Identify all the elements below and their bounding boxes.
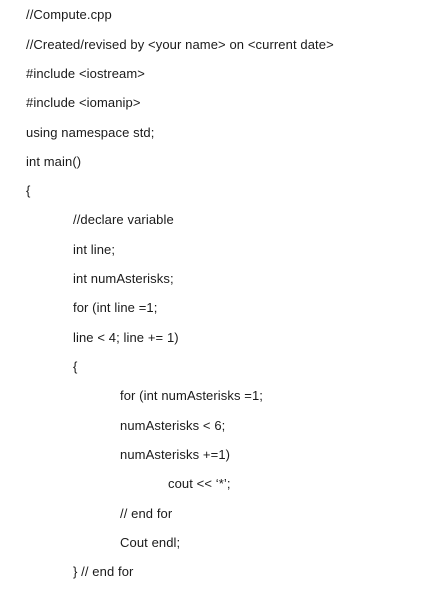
code-line-12: line < 4; line += 1) — [73, 330, 179, 345]
code-line-6: int main() — [26, 154, 82, 169]
code-line-1: //Compute.cpp — [26, 7, 112, 22]
code-line-19: Cout endl; — [120, 535, 181, 550]
code-line-13: { — [73, 359, 78, 374]
code-line-9: int line; — [73, 242, 116, 257]
code-line-10: int numAsterisks; — [73, 271, 174, 286]
code-line-14: for (int numAsterisks =1; — [120, 388, 264, 403]
code-line-18: // end for — [120, 506, 173, 521]
code-line-7: { — [26, 183, 31, 198]
code-line-11: for (int line =1; — [73, 300, 158, 315]
code-line-2: //Created/revised by <your name> on <current date> — [26, 37, 334, 52]
code-line-16: numAsterisks +=1) — [120, 447, 231, 462]
code-line-17: cout << ‘*’; — [168, 476, 231, 491]
code-line-15: numAsterisks < 6; — [120, 418, 226, 433]
code-line-20: } // end for — [73, 564, 134, 579]
code-line-4: #include <iomanip> — [26, 95, 141, 110]
code-line-8: //declare variable — [73, 212, 174, 227]
code-line-3: #include <iostream> — [26, 66, 145, 81]
code-line-5: using namespace std; — [26, 125, 155, 140]
